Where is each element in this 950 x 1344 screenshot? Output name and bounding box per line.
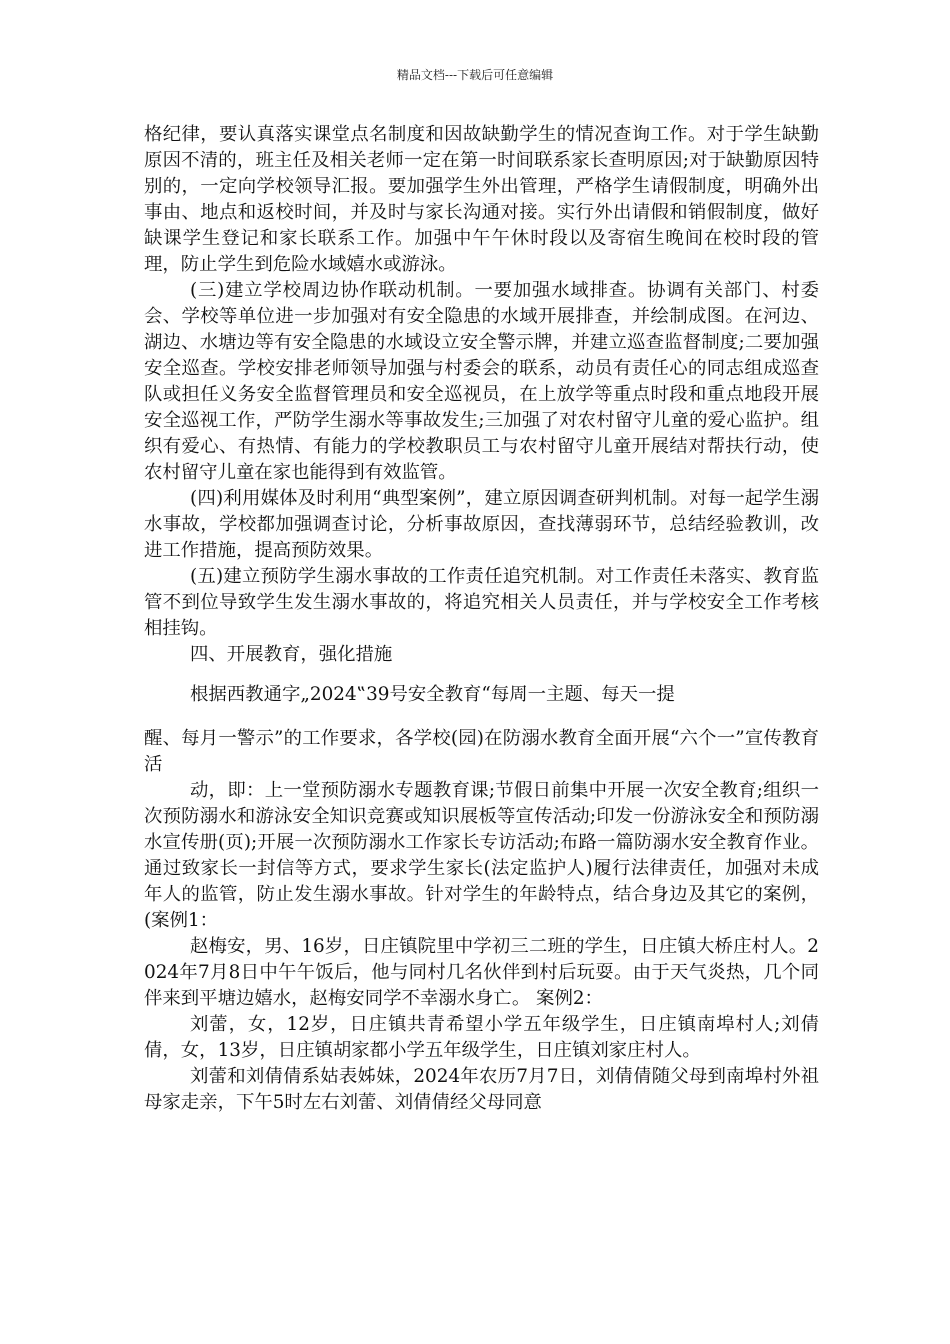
paragraph-notice-intro: 根据西教通字„2024‟39号安全教育“每周一主题、每天一提 <box>190 684 675 705</box>
document-body <box>144 122 819 1116</box>
paragraph-case-1: 赵梅安，男、16岁，日庄镇院里中学初三二班的学生，日庄镇大桥庄村人。2024年7月8日中午午饭后，他与同村几名伙伴到村后玩耍。由于天气炎热，几个同伴来到平塘边嬉水，赵梅安同学不幸溺水身亡。 案例2： <box>144 936 819 1009</box>
paragraph-attendance: 格纪律，要认真落实课堂点名制度和因故缺勤学生的情况查询工作。对于学生缺勤原因不清的，班主任及相关老师一定在第一时间联系家长查明原因;对于缺勤原因特别的，一定向学校领导汇报。要加强学生外出管理，严格学生请假制度，明确外出事由、地点和返校时间，并及时与家长沟通对接。实行外出请假和销假制度，做好缺课学生登记和家长联系工作。加强中午午休时段以及寄宿生晚间在校时段的管理，防止学生到危险水域嬉水或游泳。 <box>144 124 819 275</box>
paragraph-section-3: (三)建立学校周边协作联动机制。一要加强水域排查。协调有关部门、村委会、学校等单位进一步加强对有安全隐患的水域开展排查，并绘制成图。在河边、湖边、水塘边等有安全隐患的水域设立安全警示牌，并建立巡查监督制度;二要加强安全巡查。学校安排老师领导加强与村委会的联系，动员有责任心的同志组成巡查队或担任义务安全监督管理员和安全巡视员，在上放学等重点时段和重点地段开展安全巡视工作，严防学生溺水等事故发生;三加强了对农村留守儿童的爱心监护。组织有爱心、有热情、有能力的学校教职员工与农村留守儿童开展结对帮扶行动，使农村留守儿童在家也能得到有效监管。 <box>144 280 819 483</box>
paragraph-six-activities: 动，即：上一堂预防溺水专题教育课;节假日前集中开展一次安全教育;组织一次预防溺水和游泳安全知识竞赛或知识展板等宣传活动;印发一份游泳安全和预防溺水宣传册(页);开展一次预防溺水工作家长专访活动;布路一篇防溺水安全教育作业。通过致家长一封信等方式，要求学生家长(法定监护人)履行法律责任，加强对未成年人的监管，防止发生溺水事故。针对学生的年龄特点，结合身边及其它的案例，(案例1： <box>144 780 819 931</box>
paragraph-case-2: 刘蕾，女，12岁，日庄镇共青希望小学五年级学生，日庄镇南埠村人;刘倩倩，女，13岁，日庄镇胡家都小学五年级学生，日庄镇刘家庄村人。 <box>144 1014 819 1061</box>
section-heading-education: 四、开展教育，强化措施 <box>190 644 393 665</box>
page-header: 精品文档---下载后可任意编辑 <box>396 68 554 82</box>
paragraph-section-5: (五)建立预防学生溺水事故的工作责任追究机制。对工作责任未落实、教育监管不到位导致学生发生溺水事故的，将追究相关人员责任，并与学校安全工作考核相挂钩。 <box>144 566 819 639</box>
paragraph-case-2-detail: 刘蕾和刘倩倩系姑表姊妹，2024年农历7月7日，刘倩倩随父母到南埠村外祖母家走亲，下午5时左右刘蕾、刘倩倩经父母同意 <box>144 1066 819 1113</box>
paragraph-section-4: (四)利用媒体及时利用“典型案例”，建立原因调查研判机制。对每一起学生溺水事故，学校都加强调查讨论，分析事故原因，查找薄弱环节，总结经验教训，改进工作措施，提高预防效果。 <box>144 488 819 561</box>
paragraph-notice-continued: 醒、每月一警示”的工作要求，各学校(园)在防溺水教育全面开展“六个一”宣传教育活 <box>144 728 819 775</box>
